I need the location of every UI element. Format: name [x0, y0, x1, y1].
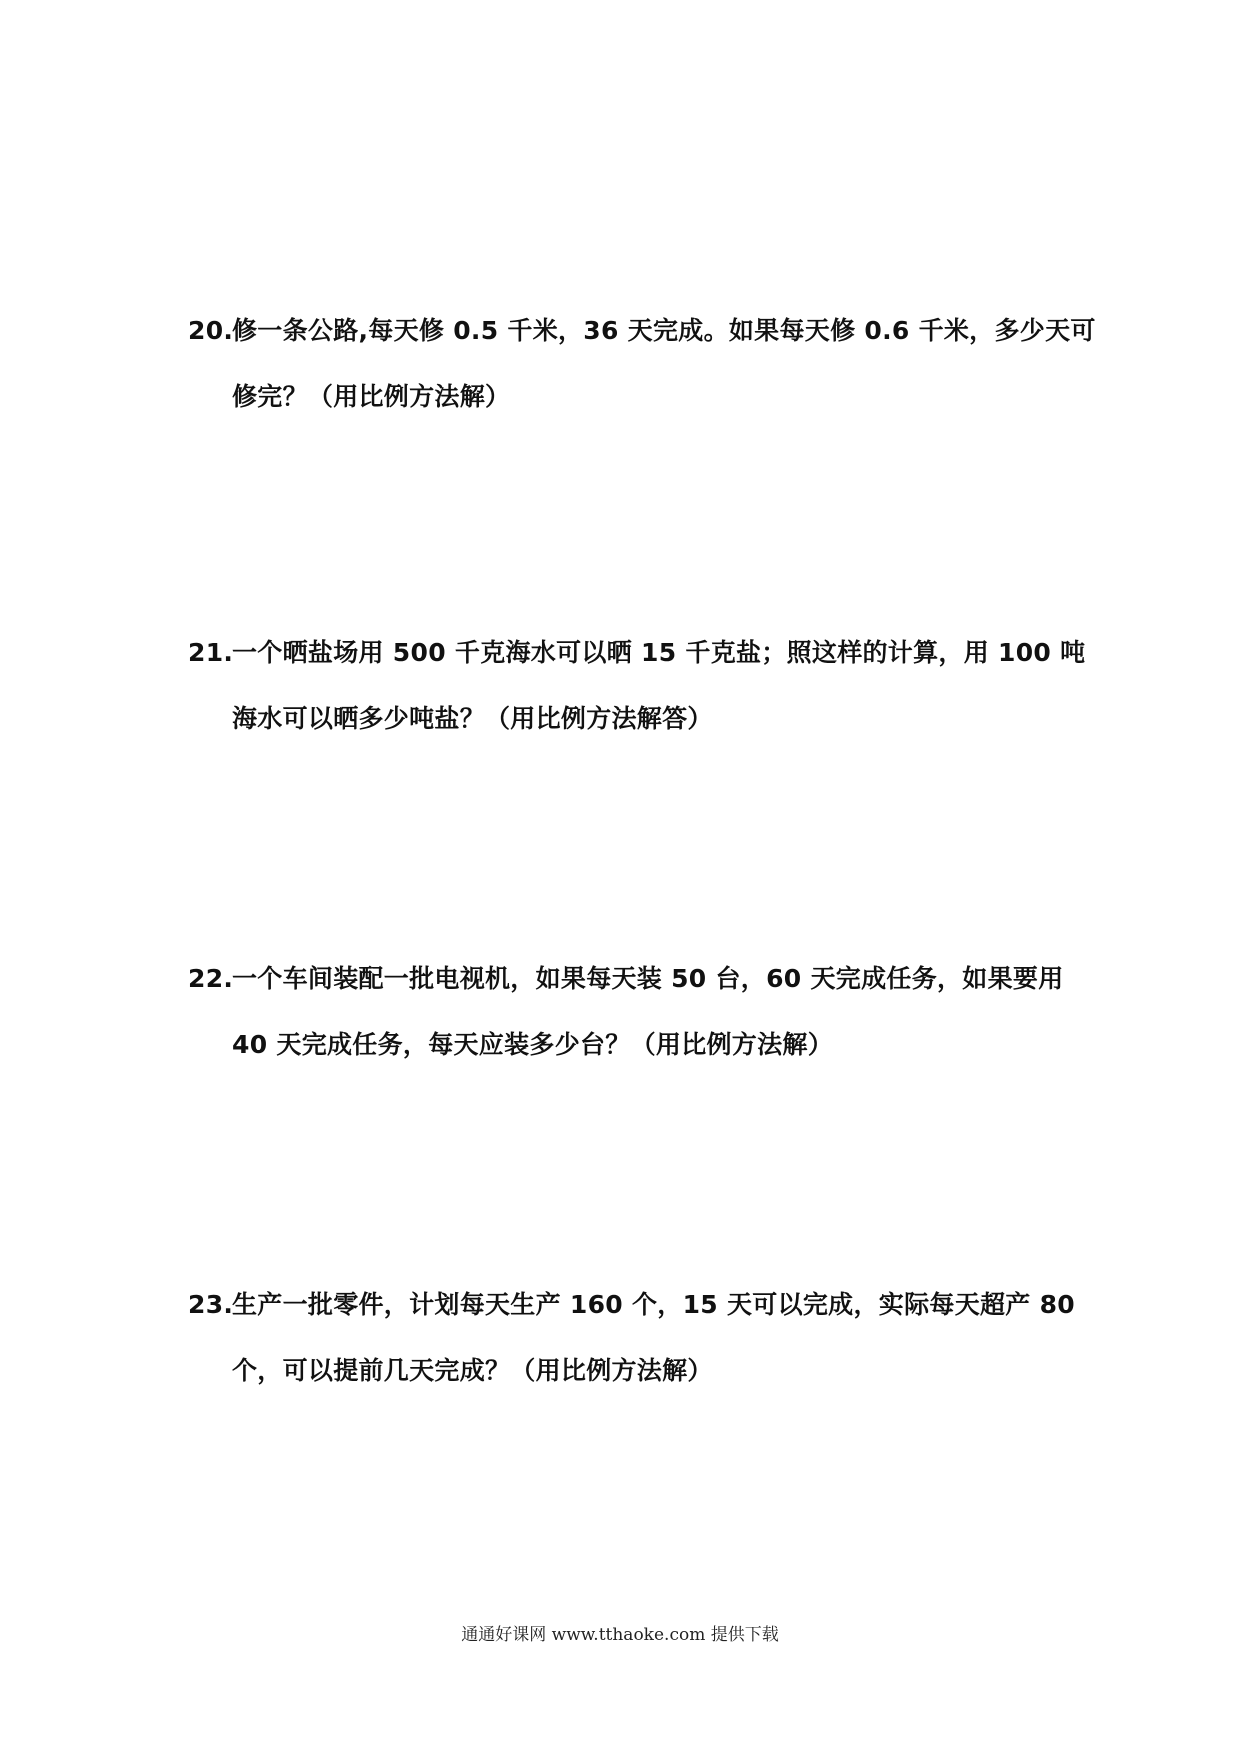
- problem-number: 22.: [188, 964, 234, 993]
- problem-text: 生产一批零件，计划每天生产 160 个，15 天可以完成，实际每天超产 80: [232, 1290, 1075, 1319]
- problem-22: [188, 961, 1064, 1063]
- problem-number: 21.: [188, 638, 234, 667]
- problem-first-line: [188, 313, 1096, 349]
- problem-first-line: [188, 1287, 1075, 1323]
- problem-number: 20.: [188, 316, 234, 345]
- problem-number: 23.: [188, 1290, 234, 1319]
- problem-text: 一个晒盐场用 500 千克海水可以晒 15 千克盐；照这样的计算，用 100 吨: [232, 638, 1086, 667]
- page-footer: 通通好课网 www.tthaoke.com 提供下载: [461, 1625, 779, 1645]
- problem-20: [188, 313, 1096, 415]
- problem-23: [188, 1287, 1075, 1389]
- problem-first-line: [188, 961, 1064, 997]
- problem-21: [188, 635, 1086, 737]
- problem-continuation: 个，可以提前几天完成？（用比例方法解）: [232, 1356, 713, 1385]
- problem-continuation: 海水可以晒多少吨盐？（用比例方法解答）: [232, 704, 713, 733]
- problem-first-line: [188, 635, 1086, 671]
- problem-continuation: 40 天完成任务，每天应装多少台？（用比例方法解）: [232, 1030, 833, 1059]
- problem-text: 一个车间装配一批电视机，如果每天装 50 台，60 天完成任务，如果要用: [232, 964, 1064, 993]
- problem-continuation: 修完？（用比例方法解）: [232, 382, 511, 411]
- problem-text: 修一条公路,每天修 0.5 千米，36 天完成。如果每天修 0.6 千米，多少天可: [232, 316, 1096, 345]
